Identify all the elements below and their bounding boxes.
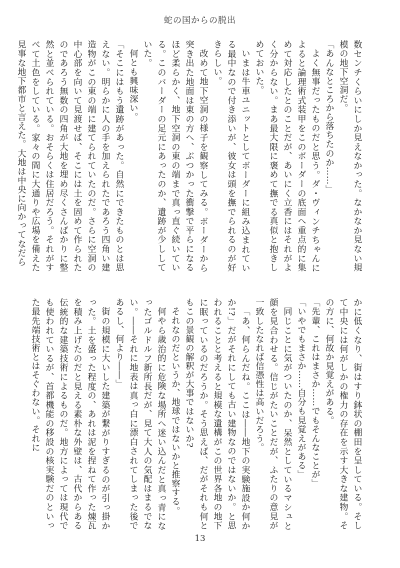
paragraph: それなのだというか、地球ではないかと推察する。 bbox=[170, 306, 180, 515]
paragraph: 「あ、何らんだね。ここは――地下の実験施設か何かか!?」だがそれにしても古い建物なのではないか。と思われることと考えると規模な遺構がこの世界各地の地下に眠っているのだろうか。そう思えば、だがそれも何ともこの景観の解釈が大事ではないか? bbox=[184, 298, 250, 530]
paragraph: いまは牛車ユニットとしてボーダーに組み込まれている最中なので付き添いが、彼女は頭を撫でられるのが好きらしい。 bbox=[212, 40, 250, 272]
paragraph: 「先輩、これはまさか……でもそんなことが」 bbox=[310, 298, 320, 489]
paragraph: かに低くなり、街はすり鉢状の棚田を呈している。そして中央には何がしかの権力の存在を示す大きな建物。その方に、何故か見覚えがある。 bbox=[324, 298, 362, 530]
paragraph: 「いやでもまさか……自分も見覚えがある」 bbox=[296, 298, 306, 479]
page-number: 13 bbox=[194, 534, 206, 544]
paragraph: 「そこにはもう遺跡があった。自然にできたものとは思えない。明らかに人の手を加えられたであろう四角い建造物がこの東の端に建てられていたのだ。さらに空洞の中心部を向いて見渡せば、そこには土を固めて作られたのであろう無数の四角が大地を埋め尽くさんばかりに整然と並べられている。おそらくは住居だろう。それがすべて土色をしている。家々の間に大通りや広場を備えた見事な地下都市と言えた。大地は中央に向かってなだら bbox=[16, 40, 124, 272]
paragraph: 「あんなところから落ちたのか……」 bbox=[324, 40, 334, 194]
paragraph: 何やら歳治的に危険な場所へ迷い込んだと真っ青になったゴルドルフ新所長だが、見て大人の気配はまるでない。――それに地表は真っ白に漂白されてしまった後であるし、何より――」 bbox=[114, 298, 166, 530]
paragraph: よく無事だったものだと思う。ダ・ヴィンチちゃんによると論理術式装甲をこのボーダーの底面へ重点的に集めて対応したとのことだが、あいにく立香にはそれがよく分からない。まあ最大限に褒めて撫でる真似と抱きしめておいた。 bbox=[254, 40, 320, 272]
text-block-bottom bbox=[30, 298, 364, 530]
paragraph: 何とも興味深い。 bbox=[128, 48, 138, 122]
text-block-top bbox=[16, 40, 364, 272]
paragraph: 数センチくらいにしか見えなかった。なかなか見ない規模の地下空洞だ。 bbox=[338, 40, 362, 272]
running-header: 蛇の国からの脱出 bbox=[163, 16, 236, 26]
paragraph: 同じことに気がついたのか、呆然としているマシュと顔を見合わせる。信じがたいことだが、ふたりの意見が一致したなれば信憑性は高いだろう。 bbox=[254, 298, 292, 530]
paragraph: 街の規模に大いした建築が繋がりすぎるのが引っ掛かった。土を盛った程度の、あれは泥を捏ねて作った煉瓦を積み上げたのだと見える素朴な外壁は、古代からある伝統的な建築技術によるものだ。地方によっては現代でも使われているが、首都機能の移設の核実験だのといった最先端技術とはそぐわない。それに bbox=[30, 298, 110, 530]
paragraph: 改めて地下空洞の様子を観察してみる。ボーダーから突き出た地面は東の方へ、ぶつかった衝撃で平らになるほど柔らかく、地下空洞の東の端まで真っ直ぐ続いている。このバーダーの足元にあったのか、遺跡が少ししていた。 bbox=[142, 40, 208, 272]
